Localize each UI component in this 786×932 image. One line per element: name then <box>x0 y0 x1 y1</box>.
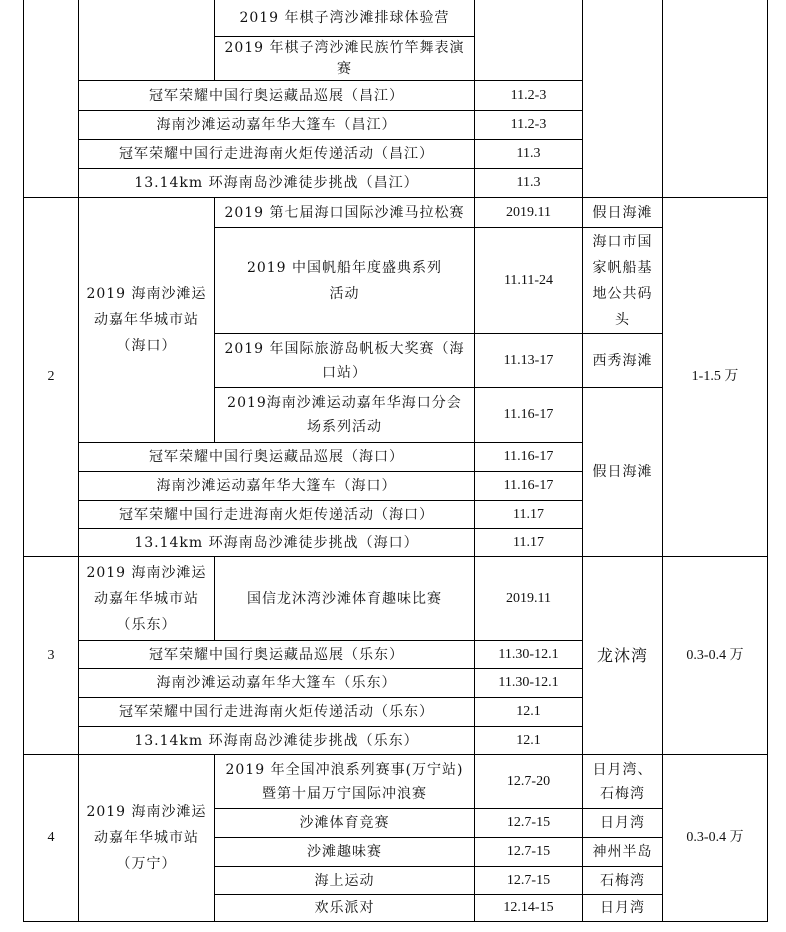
event-name: 13.14km 环海南岛沙滩徒步挑战（昌江） <box>134 175 419 191</box>
event-name: 冠军荣耀中国行奥运藏品巡展（乐东） <box>149 646 404 663</box>
event-name: 冠军荣耀中国行奥运藏品巡展（海口） <box>149 449 404 465</box>
event-date: 12.14-15 <box>503 900 554 915</box>
station-name: 2019 海南沙滩运 动嘉年华城市站 （海口） <box>86 286 207 354</box>
event-date: 11.11-24 <box>503 272 554 288</box>
event-name: 冠军荣耀中国行走进海南火炬传递活动（乐东） <box>119 704 434 720</box>
event-name: 沙滩趣味赛 <box>307 844 382 860</box>
event-date: 11.2-3 <box>510 117 547 132</box>
event-date: 11.3 <box>516 146 541 161</box>
event-name: 冠军荣耀中国行走进海南火炬传递活动（昌江） <box>119 146 434 162</box>
event-name: 沙滩体育竞赛 <box>299 815 390 831</box>
event-place: 日月湾、 石梅湾 <box>592 761 653 802</box>
event-name: 2019 年棋子湾沙滩民族竹竿舞表演 赛 <box>224 39 465 77</box>
event-date: 12.7-20 <box>506 773 551 789</box>
event-date: 12.7-15 <box>506 872 551 888</box>
event-date: 11.17 <box>513 506 544 522</box>
event-name: 海上运动 <box>314 872 375 889</box>
event-name: 2019海南沙滩运动嘉年华海口分会 场系列活动 <box>227 395 462 435</box>
event-date: 11.16-17 <box>503 407 554 422</box>
event-date: 2019.11 <box>506 590 551 606</box>
event-name: 2019 年全国冲浪系列赛事(万宁站) 暨第十届万宁国际冲浪赛 <box>225 761 464 802</box>
event-name: 2019 中国帆船年度盛典系列 活动 <box>246 259 443 302</box>
event-date: 11.13-17 <box>503 352 554 368</box>
event-date: 12.7-15 <box>506 815 551 830</box>
event-name: 2019 第七届海口国际沙滩马拉松赛 <box>224 204 465 221</box>
event-date: 11.30-12.1 <box>498 646 559 662</box>
participant-scale: 1-1.5 万 <box>691 369 739 384</box>
participant-scale: 0.3-0.4 万 <box>686 830 744 845</box>
event-place: 海口市国 家帆船基 地公共码 头 <box>592 233 653 328</box>
row-index: 3 <box>47 647 55 663</box>
event-name: 国信龙沐湾沙滩体育趣味比赛 <box>247 590 442 607</box>
event-name: 海南沙滩运动嘉年华大篷车（昌江） <box>156 117 397 133</box>
event-place: 假日海滩 <box>592 464 653 480</box>
station-name: 2019 海南沙滩运 动嘉年华城市站 （乐东） <box>86 564 207 633</box>
row-index: 4 <box>47 830 55 845</box>
event-name: 冠军荣耀中国行奥运藏品巡展（昌江） <box>149 87 404 104</box>
station-name: 2019 海南沙滩运 动嘉年华城市站 （万宁） <box>86 804 207 872</box>
event-name: 海南沙滩运动嘉年华大篷车（乐东） <box>156 675 397 691</box>
event-place: 日月湾 <box>600 815 645 831</box>
event-date: 11.30-12.1 <box>498 675 559 690</box>
event-date: 12.1 <box>516 732 541 748</box>
event-name: 欢乐派对 <box>314 900 375 916</box>
event-name: 13.14km 环海南岛沙滩徒步挑战（海口） <box>134 534 419 551</box>
event-date: 11.16-17 <box>503 478 554 493</box>
event-place: 石梅湾 <box>600 872 645 889</box>
row-index: 2 <box>47 369 55 384</box>
event-place: 日月湾 <box>600 900 645 916</box>
event-place: 神州半岛 <box>592 844 653 860</box>
event-date: 11.3 <box>516 175 541 190</box>
event-name: 2019 年棋子湾沙滩排球体验营 <box>239 10 450 26</box>
event-date: 12.7-15 <box>506 844 551 859</box>
event-name: 2019 年国际旅游岛帆板大奖赛（海 口站） <box>224 340 465 381</box>
table-border-bottom <box>23 921 768 922</box>
event-name: 海南沙滩运动嘉年华大篷车（海口） <box>156 478 397 494</box>
event-name: 冠军荣耀中国行走进海南火炬传递活动（海口） <box>119 506 434 523</box>
event-place: 龙沐湾 <box>596 645 648 665</box>
table-border-right <box>767 0 768 922</box>
event-date: 12.1 <box>516 704 541 719</box>
event-date: 11.17 <box>513 534 544 550</box>
event-date: 11.16-17 <box>503 449 554 464</box>
participant-scale: 0.3-0.4 万 <box>686 647 744 663</box>
event-name: 13.14km 环海南岛沙滩徒步挑战（乐东） <box>134 732 419 749</box>
event-place: 西秀海滩 <box>592 352 653 369</box>
event-place: 假日海滩 <box>592 204 653 221</box>
event-date: 11.2-3 <box>510 87 547 103</box>
event-date: 2019.11 <box>506 204 551 220</box>
